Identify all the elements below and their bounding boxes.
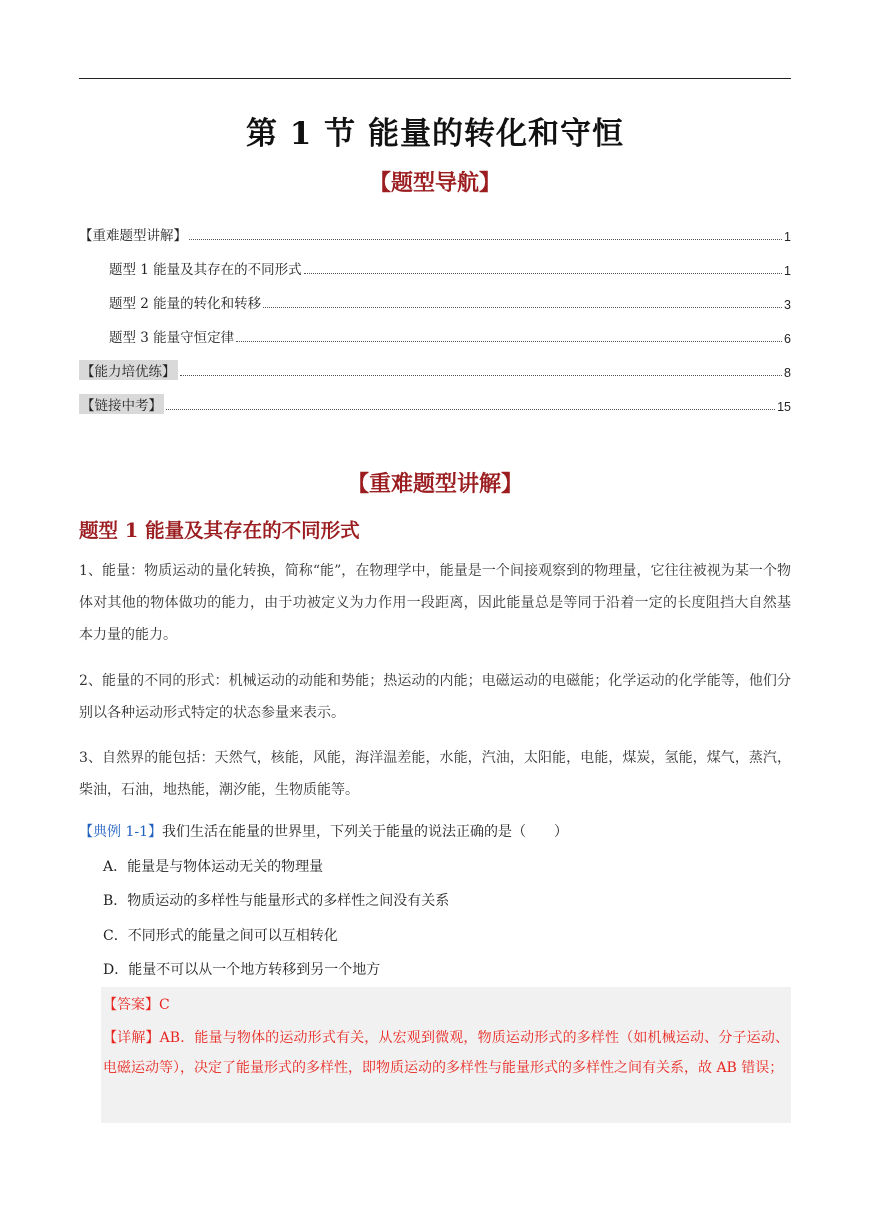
toc-entry-key-types[interactable] [79, 210, 791, 244]
table-of-contents [79, 210, 791, 414]
paragraph-1: 1、能量：物质运动的量化转换，简称“能”，在物理学中，能量是一个间接观察到的物理量，它往往被视为某一个物体对其他的物体做功的能力，由于功被定义为力作用一段距离，因此能量总是等同于沿着一定的长度阻挡大自然基本力量的能力。 [79, 563, 791, 643]
paragraph-3: 3、自然界的能包括：天然气，核能，风能，海洋温差能，水能，汽油，太阳能，电能，煤炭，氢能，煤气，蒸汽，柴油，石油，地热能，潮汐能，生物质能等。 [79, 750, 791, 798]
type-heading: 题型 1 能量及其存在的不同形式 [79, 519, 360, 542]
toc-leader [236, 341, 782, 342]
toc-label: 【重难题型讲解】 [79, 228, 187, 244]
example-question [79, 818, 791, 846]
header-rule [79, 78, 791, 79]
document-title: 第 1 节 能量的转化和守恒 [246, 116, 624, 152]
detail-text: 【详解】AB．能量与物体的运动形式有关，从宏观到微观，物质运动形式的多样性（如机械运动、分子运动、电磁运动等），决定了能量形式的多样性，即物质运动的多样性与能量形式的多样性之间有关系，故 AB 错误； [103, 1030, 789, 1076]
toc-label: 题型 1 能量及其存在的不同形式 [109, 262, 302, 278]
toc-entry-exam-link[interactable] [79, 380, 791, 414]
option-b: B．物质运动的多样性与能量形式的多样性之间没有关系 [103, 893, 450, 909]
toc-label: 题型 3 能量守恒定律 [109, 330, 235, 346]
toc-leader [189, 239, 782, 240]
toc-leader [180, 375, 783, 376]
toc-page: 1 [784, 230, 791, 244]
toc-leader [263, 307, 782, 308]
toc-label: 题型 2 能量的转化和转移 [109, 296, 262, 312]
toc-leader [166, 409, 775, 410]
toc-entry-type-2[interactable] [79, 278, 791, 312]
paragraph-2: 2、能量的不同的形式：机械运动的动能和势能；热运动的内能；电磁运动的电磁能；化学运动的化学能等，他们分别以各种运动形式特定的状态参量来表示。 [79, 673, 791, 721]
section-heading: 【重难题型讲解】 [346, 471, 523, 497]
toc-page: 3 [784, 298, 791, 312]
option-a: A．能量是与物体运动无关的物理量 [103, 859, 324, 875]
toc-page: 1 [784, 264, 791, 278]
answer-text: 【答案】C [103, 997, 170, 1013]
toc-leader [304, 273, 782, 274]
answer-box [101, 987, 791, 1123]
toc-page: 15 [777, 400, 791, 414]
option-d: D．能量不可以从一个地方转移到另一个地方 [103, 962, 381, 978]
option-c: C．不同形式的能量之间可以互相转化 [103, 928, 338, 944]
toc-entry-type-3[interactable] [79, 312, 791, 346]
nav-heading: 【题型导航】 [368, 170, 501, 196]
example-question-text: 我们生活在能量的世界里，下列关于能量的说法正确的是（ ） [162, 824, 568, 840]
toc-entry-type-1[interactable] [79, 244, 791, 278]
toc-label: 【链接中考】 [79, 394, 164, 414]
toc-page: 8 [784, 366, 791, 380]
toc-page: 6 [784, 332, 791, 346]
example-tag: 【典例 1-1】 [79, 824, 162, 840]
toc-entry-ability[interactable] [79, 346, 791, 380]
toc-label: 【能力培优练】 [79, 360, 178, 380]
